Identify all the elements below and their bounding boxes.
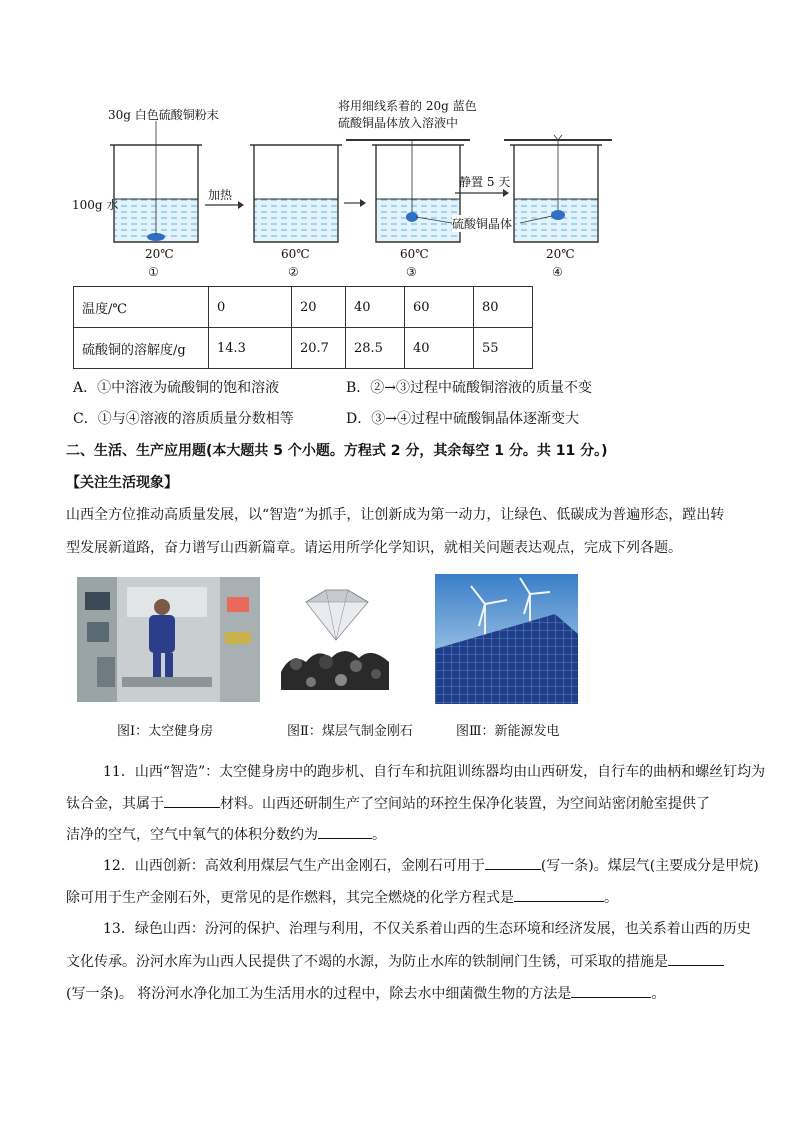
beaker-2 [250,145,342,242]
beaker-3-temp: 60℃ [400,247,429,261]
table-cell: 40 [405,328,474,369]
q13-text: (写一条)。 将汾河水净化加工为生活用水的过程中，除去水中细菌微生物的方法是 [66,986,572,1002]
table-cell: 80 [474,287,533,328]
q11-line-1: 11．山西“智造”：太空健身房中的跑步机、自行车和抗阻训练器均由山西研发，自行车的曲柄和螺丝钉均为 [103,764,766,780]
table-cell: 28.5 [346,328,405,369]
answer-blank[interactable] [668,951,724,966]
q13-text: 文化传承。汾河水库为山西人民提供了不竭的水源，为防止水库的铁制闸门生锈，可采取的措施是 [66,954,668,970]
solar-wind-photo [435,574,578,704]
option-a: A．①中溶液为硫酸铜的饱和溶液 [73,380,280,396]
section-title: 二、生活、生产应用题(本大题共 5 个小题。方程式 2 分，其余每空 1 分。共 11 分。) [66,443,608,459]
beaker-1 [110,121,202,242]
answer-blank[interactable] [514,887,604,902]
table-cell: 60 [405,287,474,328]
q11-text: 材料。山西还研制生产了空间站的环控生保净化装置，为空间站密闭舱室提供了 [220,796,710,812]
table-row [74,287,533,328]
beaker-2-temp: 60℃ [281,247,310,261]
answer-blank[interactable] [164,793,220,808]
table-cell: 14.3 [209,328,292,369]
q13-line-3 [66,983,665,1004]
answer-blank[interactable] [571,983,651,998]
caption-3: 图Ⅲ：新能源发电 [456,724,560,739]
beaker-1-temp: 20℃ [145,247,174,261]
caption-1: 图Ⅰ：太空健身房 [117,724,214,739]
q13-text: 。 [651,986,666,1002]
table-cell: 温度/℃ [74,287,209,328]
hang-label-2: 硫酸铜晶体放入溶液中 [338,116,459,130]
intro-line-1: 山西全方位推动高质量发展，以“智造”为抓手，让创新成为第一动力，让绿色、低碳成为普遍形态，蹚出转 [66,507,725,523]
q13-line-1: 13．绿色山西：汾河的保护、治理与利用，不仅关系着山西的生态环境和经济发展，也关系着山西的历史 [103,921,751,937]
heat-label: 加热 [208,188,233,202]
section-subtitle: 【关注生活现象】 [66,475,178,491]
solubility-table [73,286,533,369]
space-gym-photo [77,577,260,702]
q12-text: 。 [604,890,618,906]
q11-text: 洁净的空气，空气中氧气的体积分数约为 [66,827,318,843]
diamond-photo [276,582,394,700]
q12-line-2 [66,887,618,908]
q11-text: 钛合金，其属于 [66,796,164,812]
experiment-figure [60,95,620,285]
q11-line-3 [66,824,386,845]
answer-blank[interactable] [318,824,372,839]
caption-2: 图Ⅱ：煤层气制金刚石 [287,724,413,739]
beaker-4 [504,135,612,242]
beaker-4-num: ④ [552,265,563,279]
beaker-1-num: ① [148,265,159,279]
option-b: B．②→③过程中硫酸铜溶液的质量不变 [346,380,593,396]
answer-blank[interactable] [485,855,541,870]
q12-text: 12．山西创新：高效利用煤层气生产出金刚石，金刚石可用于 [103,858,485,874]
table-cell: 20 [292,287,346,328]
intro-line-2: 型发展新道路，奋力谱写山西新篇章。请运用所学化学知识，就相关问题表达观点，完成下列各题。 [66,540,682,556]
q12-text: (写一条)。煤层气(主要成分是甲烷) [540,858,759,874]
table-cell: 20.7 [292,328,346,369]
powder-label: 30g 白色硫酸铜粉末 [108,108,219,122]
q13-line-2 [66,951,724,972]
q11-line-2 [66,793,710,814]
table-row [74,328,533,369]
crystal-label: 硫酸铜晶体 [452,217,513,231]
beaker-4-temp: 20℃ [546,247,575,261]
q11-text: 。 [372,827,386,843]
option-d: D．③→④过程中硫酸铜晶体逐渐变大 [346,411,579,427]
table-cell: 硫酸铜的溶解度/g [74,328,209,369]
table-cell: 40 [346,287,405,328]
table-cell: 0 [209,287,292,328]
beaker-2-num: ② [288,265,299,279]
beaker-3-num: ③ [406,265,417,279]
table-cell: 55 [474,328,533,369]
q12-line-1 [103,855,759,876]
q12-text: 除可用于生产金刚石外，更常见的是作燃料，其完全燃烧的化学方程式是 [66,890,514,906]
option-c: C．①与④溶液的溶质质量分数相等 [73,411,294,427]
hang-label-1: 将用细线系着的 20g 蓝色 [338,99,477,113]
rest-label: 静置 5 天 [459,175,511,189]
water-label: 100g 水 [72,198,119,212]
